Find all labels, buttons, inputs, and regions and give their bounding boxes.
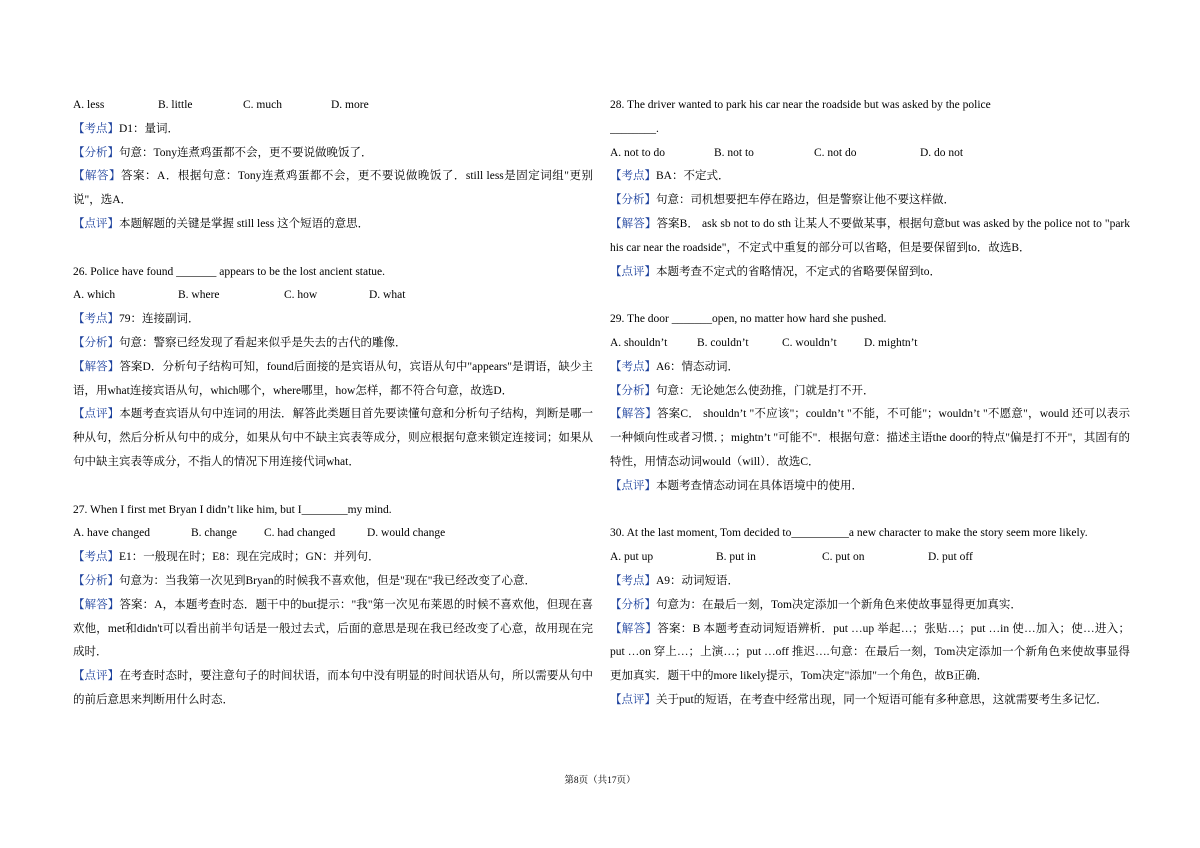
q27-option-a: A. have changed (73, 527, 150, 540)
q25-fenxi-text: 句意：Tony连煮鸡蛋都不会，更不要说做晚饭了． (119, 146, 373, 159)
q25-option-d: D. more (331, 99, 369, 111)
page-footer: 第8页（共17页） (564, 776, 636, 786)
dianping-tag: 【点评】 (610, 265, 656, 278)
q27-option-b: B. change (191, 527, 237, 540)
right-column (610, 94, 1130, 713)
jieda-tag: 【解答】 (610, 622, 658, 635)
jieda-tag: 【解答】 (610, 217, 657, 230)
kaodian-tag: 【考点】 (610, 360, 656, 373)
fenxi-tag: 【分析】 (610, 384, 656, 397)
q27-jieda-text: 答案：A，本题考查时态．题干中的but提示："我"第一次见布莱恩的时候不喜欢他，但现在喜欢他，met和didn't可以看出前半句话是一般过去式，后面的意思是现在我已经改变了心意，故用现在完成时． (73, 598, 594, 659)
q25-dianping-text: 本题解题的关键是掌握 still less 这个短语的意思． (119, 217, 370, 230)
fenxi-tag: 【分析】 (610, 598, 656, 611)
jieda-tag: 【解答】 (73, 360, 120, 373)
q29-dianping (610, 475, 1130, 499)
q29-option-d: D. mightn’t (864, 336, 918, 349)
q26-kaodian-text: 79：连接副词． (119, 313, 200, 326)
q30-question: 30. At the last moment, Tom decided to__________a new character to make the story seem more likely. (610, 527, 1088, 540)
q28-blank: ________. (610, 122, 659, 135)
q26-options (73, 284, 593, 308)
q26-dianping (73, 403, 593, 474)
dianping-tag: 【点评】 (610, 479, 656, 492)
q30-jieda (610, 618, 1130, 689)
q27-dianping (73, 665, 593, 713)
q26-fenxi (73, 332, 593, 356)
q28-option-a: A. not to do (610, 146, 665, 159)
kaodian-tag: 【考点】 (73, 313, 119, 326)
q28-kaodian (610, 165, 1130, 189)
q29-options (610, 332, 1130, 356)
q28-fenxi (610, 189, 1130, 213)
q26-jieda-text: 答案D．分析句子结构可知，found后面接的是宾语从句，宾语从句中"appears"是谓语，缺少主语，用what连接宾语从句，which哪个，where哪里，how怎样，都不符合句意，故选D． (73, 360, 594, 397)
q27-option-c: C. had changed (264, 527, 336, 540)
q27-question: 27. When I first met Bryan I didn’t like him, but I________my mind. (73, 503, 392, 516)
q26-jieda (73, 356, 593, 404)
q28-fenxi-text: 句意：司机想要把车停在路边，但是警察让他不要这样做． (656, 194, 955, 207)
q28-dianping (610, 261, 1130, 285)
q30-dianping (610, 689, 1130, 713)
q30-option-a: A. put up (610, 551, 654, 564)
q30-option-d: D. put off (928, 551, 973, 564)
q28-question: 28. The driver wanted to park his car near the roadside but was asked by the police (610, 99, 991, 111)
q28-kaodian-text: BA：不定式． (656, 170, 730, 183)
q27-kaodian-text: E1：一般现在时；E8：现在完成时；GN：并列句． (119, 551, 380, 564)
q25-jieda-text: 答案：A．根据句意：Tony连煮鸡蛋都不会，更不要说做晚饭了．still less是固定词组"更别说"，选A． (73, 170, 593, 207)
q28-option-d: D. do not (920, 146, 964, 159)
q30-fenxi (610, 594, 1130, 618)
q25-option-b: B. little (158, 99, 193, 111)
dianping-tag: 【点评】 (73, 670, 120, 683)
q29-option-a: A. shouldn’t (610, 336, 668, 349)
q28-options (610, 142, 1130, 166)
q25-jieda (73, 165, 593, 213)
q26-option-b: B. where (178, 289, 220, 302)
dianping-tag: 【点评】 (610, 693, 656, 706)
q29-fenxi-text: 句意：无论她怎么使劲推，门就是打不开． (656, 384, 875, 397)
kaodian-tag: 【考点】 (610, 574, 656, 587)
q27-options (73, 522, 593, 546)
q28-jieda (610, 213, 1130, 261)
fenxi-tag: 【分析】 (73, 574, 119, 587)
q26-option-a: A. which (73, 289, 116, 302)
q27-fenxi-text: 句意为：当我第一次见到Bryan的时候我不喜欢他，但是"现在"我已经改变了心意． (119, 574, 536, 587)
q25-options (73, 94, 593, 118)
q26-question: 26. Police have found _______ appears to be the lost ancient statue. (73, 265, 386, 278)
q27-dianping-text: 在考查时态时，要注意句子的时间状语，而本句中没有明显的时间状语从句，所以需要从句中的前后意思来判断用什么时态． (73, 670, 594, 706)
kaodian-tag: 【考点】 (610, 170, 656, 183)
q29-option-b: B. couldn’t (697, 336, 749, 349)
fenxi-tag: 【分析】 (73, 146, 119, 159)
q30-option-b: B. put in (716, 551, 756, 564)
q30-option-c: C. put on (822, 551, 865, 564)
q26-fenxi-text: 句意：警察已经发现了看起来似乎是失去的古代的雕像． (119, 336, 407, 349)
q25-fenxi (73, 142, 593, 166)
q30-options (610, 546, 1130, 570)
q29-option-c: C. wouldn’t (782, 336, 837, 349)
jieda-tag: 【解答】 (610, 408, 657, 421)
q27-option-d: D. would change (367, 527, 446, 540)
q30-fenxi-text: 句意为：在最后一刻，Tom决定添加一个新角色来使故事显得更加真实． (656, 598, 1022, 611)
q29-kaodian (610, 356, 1130, 380)
kaodian-tag: 【考点】 (73, 122, 119, 135)
dianping-tag: 【点评】 (73, 408, 120, 421)
q29-dianping-text: 本题考查情态动词在具体语境中的使用． (656, 479, 863, 492)
q26-kaodian (73, 308, 593, 332)
left-column (73, 94, 593, 713)
q25-option-a: A. less (73, 99, 105, 111)
q27-fenxi (73, 570, 593, 594)
q25-kaodian-text: D1：量词． (119, 122, 180, 135)
q28-option-c: C. not do (814, 146, 857, 159)
q25-option-c: C. much (243, 99, 282, 111)
q30-jieda-text: 答案：B 本题考查动词短语辨析．put …up 举起…；张贴…；put …in 使…加入；使…进入；put …on 穿上…；上演…；put …off 推迟….句意：在最后一刻，Tom决定添加一个新角色来使故事显得更加真实．题干中的more likely提示，Tom决定"添加"一个角色，故B正确． (610, 622, 1130, 683)
fenxi-tag: 【分析】 (73, 336, 119, 349)
q29-question: 29. The door _______open, no matter how hard she pushed. (610, 313, 887, 326)
q27-jieda (73, 594, 593, 665)
q30-kaodian (610, 570, 1130, 594)
q28-option-b: B. not to (714, 146, 754, 159)
q29-kaodian-text: A6：情态动词． (656, 360, 740, 373)
q25-kaodian (73, 118, 593, 142)
fenxi-tag: 【分析】 (610, 194, 656, 207)
q27-kaodian (73, 546, 593, 570)
q29-jieda (610, 403, 1130, 474)
dianping-tag: 【点评】 (73, 217, 119, 230)
q29-jieda-text: 答案C． shouldn’t "不应该"；couldn’t "不能，不可能"；wouldn’t "不愿意"，would 还可以表示一种倾向性或者习惯．；mightn’t "可能不"．根据句意：描述主语the door的特点"偏是打不开"，其固有的特性，用情态动词would（will）．故选C． (610, 408, 1131, 468)
jieda-tag: 【解答】 (73, 170, 122, 183)
q25-dianping (73, 213, 593, 237)
kaodian-tag: 【考点】 (73, 551, 119, 564)
jieda-tag: 【解答】 (73, 598, 120, 611)
q28-jieda-text: 答案B． ask sb not to do sth 让某人不要做某事，根据句意but was asked by the police not to "park his car near the roadside"，不定式中重复的部分可以省略，但是要保留到to．故选B． (610, 217, 1130, 254)
q26-option-d: D. what (369, 289, 406, 302)
q26-dianping-text: 本题考查宾语从句中连词的用法．解答此类题目首先要读懂句意和分析句子结构，判断是哪一种从句，然后分析从句中的成分，如果从句中不缺主宾表等成分，则应根据句意来锁定连接词；如果从句中缺主宾表等成分，不指人的情况下用连接代词what． (73, 408, 594, 468)
q29-fenxi (610, 380, 1130, 404)
q28-dianping-text: 本题考查不定式的省略情况，不定式的省略要保留到to． (656, 265, 941, 278)
q30-kaodian-text: A9：动词短语． (656, 574, 740, 587)
q30-dianping-text: 关于put的短语，在考查中经常出现，同一个短语可能有多种意思，这就需要考生多记忆． (656, 693, 1108, 706)
q26-option-c: C. how (284, 289, 318, 302)
